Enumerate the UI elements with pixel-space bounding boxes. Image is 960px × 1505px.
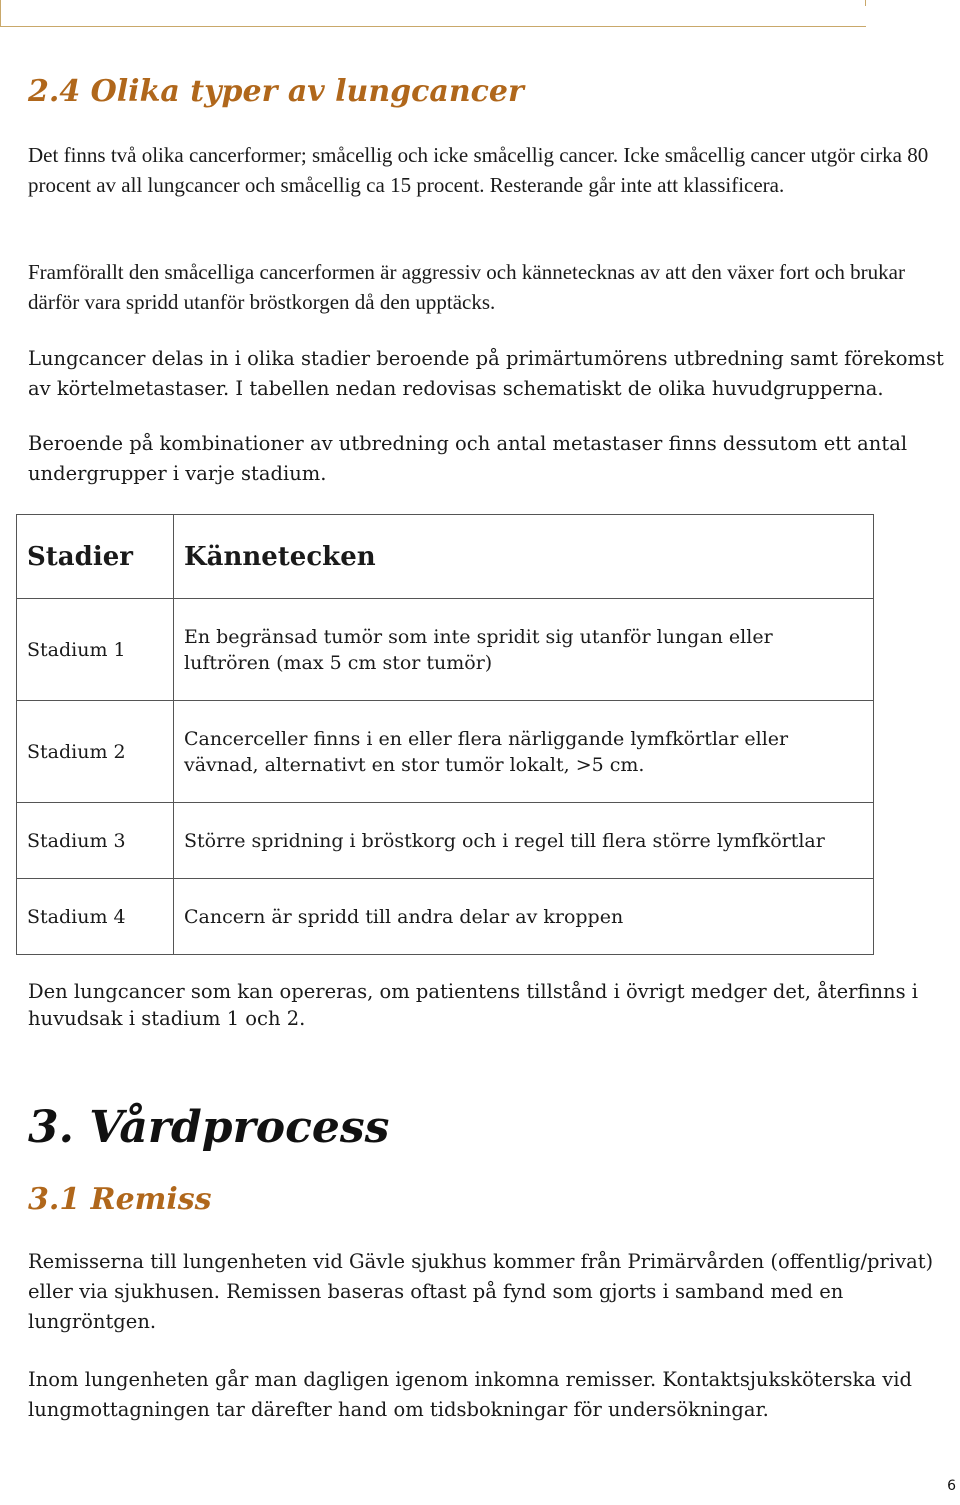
section-heading-3: 3. Vårdprocess (28, 1102, 390, 1153)
table-row (17, 879, 874, 955)
stages-table (16, 514, 874, 955)
table-cell-stage: Stadium 3 (17, 803, 174, 879)
paragraph-cancer-types: Det finns två olika cancerformer; småcellig och icke småcellig cancer. Icke småcellig cancer utgör cirka 80 procent av all lungcancer och småcellig ca 15 procent. Resterande går inte att klassificera. (28, 143, 929, 197)
table-cell-desc: En begränsad tumör som inte spridit sig utanför lungan eller luftrören (max 5 cm stor tumör) (174, 599, 874, 701)
paragraph-referrals: Remisserna till lungenheten vid Gävle sjukhus kommer från Primärvården (offentlig/privat) eller via sjukhusen. Remissen baseras oftast på fynd som gjorts i samband med en lungröntgen. (28, 1250, 934, 1333)
table-cell-desc: Cancerceller finns i en eller flera närliggande lymfkörtlar eller vävnad, alternativt en stor tumör lokalt, >5 cm. (174, 701, 874, 803)
section-heading-3-1: 3.1 Remiss (28, 1182, 212, 1217)
paragraph-small-cell: Framförallt den småcelliga cancerformen är aggressiv och kännetecknas av att den växer fort och brukar därför vara spridd utanför bröstkorgen då den upptäcks. (28, 260, 905, 314)
paragraph-operable: Den lungcancer som kan opereras, om patientens tillstånd i övrigt medger det, återfinns i huvudsak i stadium 1 och 2. (28, 980, 919, 1030)
paragraph-stages: Lungcancer delas in i olika stadier beroende på primärtumörens utbredning samt förekomst av körtelmetastaser. I tabellen nedan redovisas schematiskt de olika huvudgrupperna. (28, 347, 944, 400)
table-header-row (17, 515, 874, 599)
section-heading-2-4: 2.4 Olika typer av lungcancer (28, 74, 524, 109)
table-cell-stage: Stadium 2 (17, 701, 174, 803)
table-header-stadier: Stadier (17, 515, 174, 599)
table-cell-stage: Stadium 1 (17, 599, 174, 701)
table-cell-desc: Större spridning i bröstkorg och i regel till flera större lymfkörtlar (174, 803, 874, 879)
table-header-kannetecken: Kännetecken (174, 515, 874, 599)
paragraph-review: Inom lungenheten går man dagligen igenom inkomna remisser. Kontaktsjuksköterska vid lungmottagningen tar därefter hand om tidsbokningar för undersökningar. (28, 1368, 912, 1421)
table-row (17, 803, 874, 879)
table-row (17, 701, 874, 803)
table-cell-desc: Cancern är spridd till andra delar av kroppen (174, 879, 874, 955)
page-header-rule (0, 0, 866, 27)
table-row (17, 599, 874, 701)
paragraph-subgroups: Beroende på kombinationer av utbredning och antal metastaser finns dessutom ett antal undergrupper i varje stadium. (28, 432, 908, 485)
page-number: 6 (947, 1478, 956, 1494)
table-cell-stage: Stadium 4 (17, 879, 174, 955)
